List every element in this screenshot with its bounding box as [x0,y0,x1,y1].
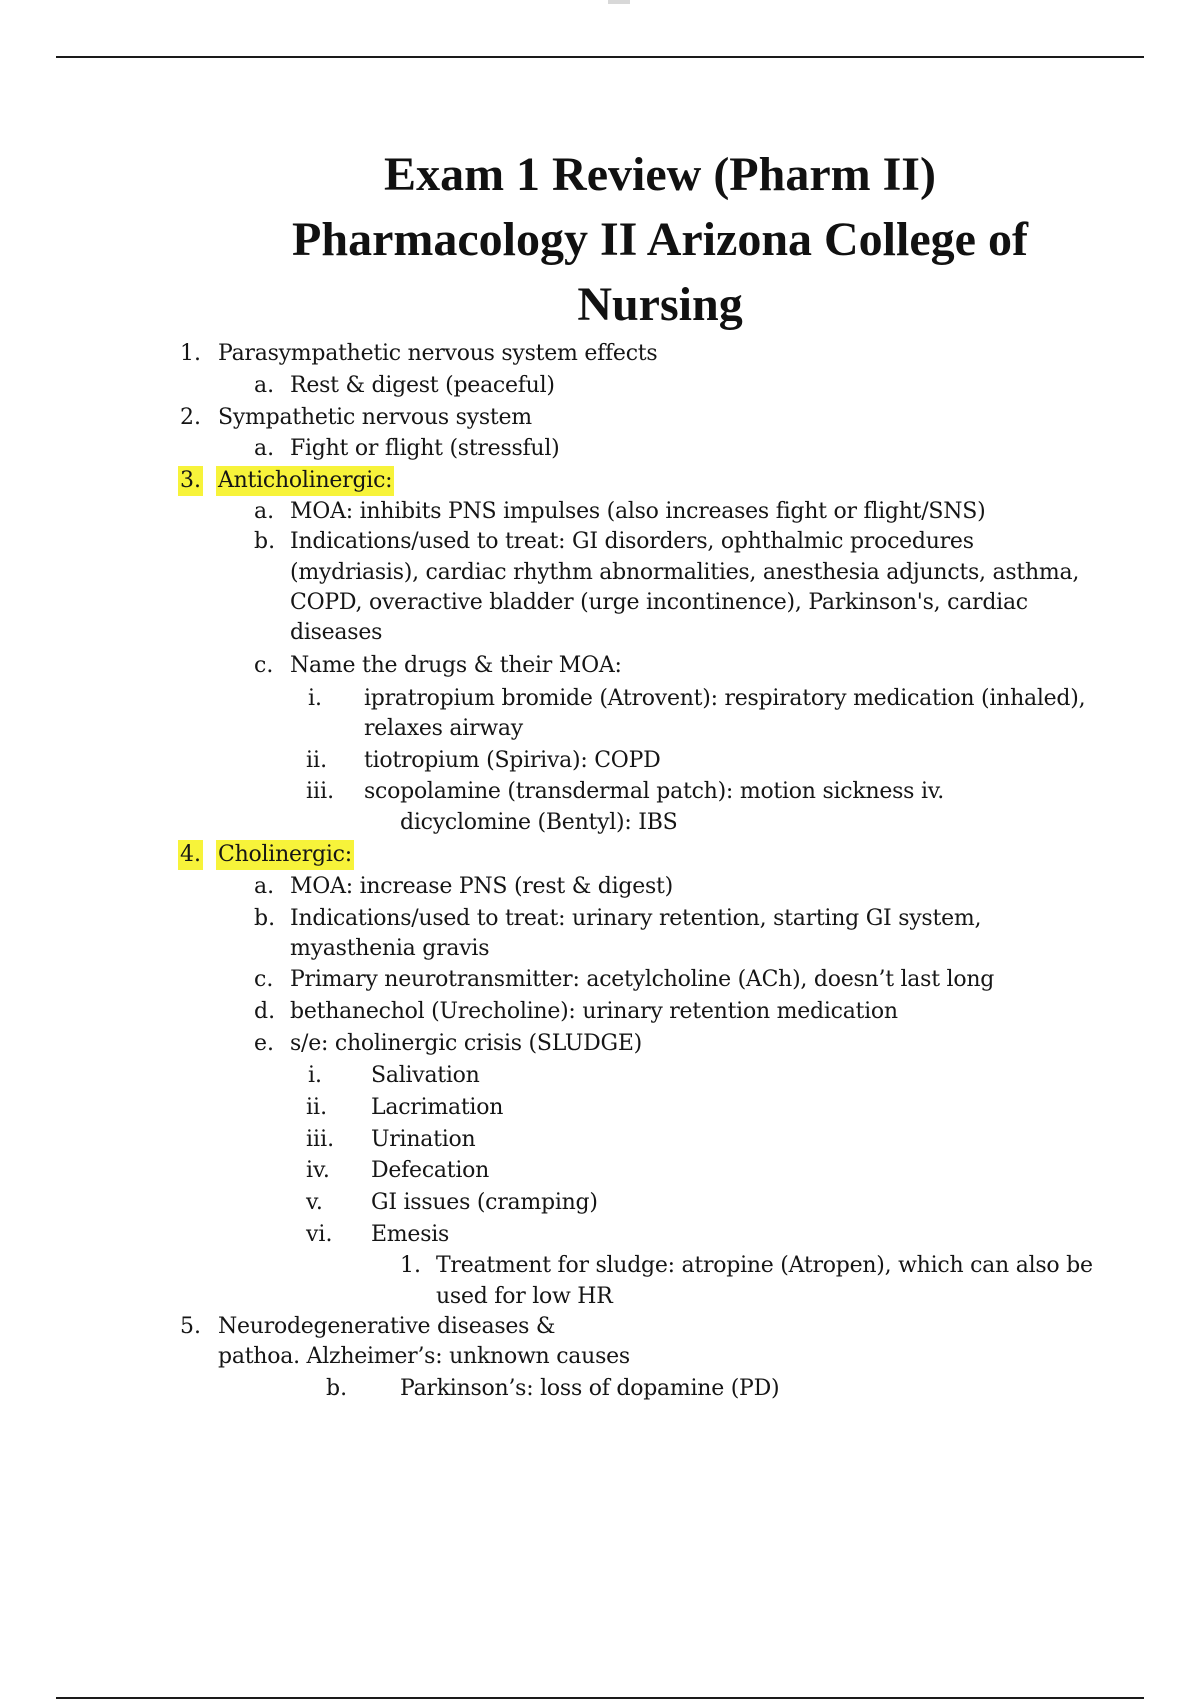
list-roman: vi. [306,1222,333,1247]
list-roman: iv. [306,1158,330,1183]
list-roman: iii. [306,1127,335,1152]
document-title [200,142,1120,337]
list-item: Emesis [371,1222,450,1247]
list-roman: i. [308,1063,323,1088]
list-item: Name the drugs & their MOA: [290,653,622,678]
list-item: Sympathetic nervous system [218,405,532,430]
list-roman: iii. [306,779,335,804]
list-number-highlighted: 4. [178,840,203,870]
list-item: Defecation [371,1158,490,1183]
list-item: Neurodegenerative diseases & [218,1314,556,1339]
list-item: Parkinson’s: loss of dopamine (PD) [400,1376,780,1401]
list-item-continuation: (mydriasis), cardiac rhythm abnormalities, anesthesia adjuncts, asthma, [290,560,1080,585]
list-roman: v. [306,1190,323,1215]
list-number: 1. [400,1253,421,1278]
list-item: Treatment for sludge: atropine (Atropen), which can also be [436,1253,1093,1278]
list-item: MOA: inhibits PNS impulses (also increases fight or flight/SNS) [290,499,986,524]
list-letter: a. [254,436,275,461]
list-number-highlighted: 3. [178,466,203,496]
list-item: Salivation [371,1063,480,1088]
title-line-1: Exam 1 Review (Pharm II) [384,148,936,201]
list-letter: d. [254,999,276,1024]
page-top-marker [608,0,630,4]
list-letter: b. [326,1376,348,1401]
footer-rule [56,1697,1144,1699]
section-heading-anticholinergic: Anticholinergic: [216,466,394,496]
list-number: 1. [180,341,201,366]
list-letter: e. [254,1031,275,1056]
list-item: tiotropium (Spiriva): COPD [364,748,661,773]
list-letter: c. [254,967,274,992]
list-item: s/e: cholinergic crisis (SLUDGE) [290,1031,643,1056]
list-item-continuation: used for low HR [436,1284,613,1309]
list-item: Lacrimation [371,1095,504,1120]
list-item-continuation: dicyclomine (Bentyl): IBS [400,810,678,835]
list-item-continuation: pathoa. Alzheimer’s: unknown causes [218,1344,630,1369]
list-roman: ii. [306,1095,328,1120]
list-item-continuation: myasthenia gravis [290,936,490,961]
list-item: Primary neurotransmitter: acetylcholine (ACh), doesn’t last long [290,967,995,992]
list-item: Indications/used to treat: GI disorders, ophthalmic procedures [290,529,974,554]
list-item: bethanechol (Urecholine): urinary retention medication [290,999,898,1024]
list-letter: a. [254,874,275,899]
list-letter: c. [254,653,274,678]
list-number: 2. [180,405,201,430]
title-line-3: Nursing [577,278,743,331]
list-item: Rest & digest (peaceful) [290,373,555,398]
list-item-continuation: relaxes airway [364,716,523,741]
title-line-2: Pharmacology II Arizona College of [292,213,1028,266]
list-letter: b. [254,529,276,554]
list-item: scopolamine (transdermal patch): motion sickness iv. [364,779,945,804]
list-item: Indications/used to treat: urinary retention, starting GI system, [290,906,982,931]
list-item: GI issues (cramping) [371,1190,598,1215]
list-item-continuation: diseases [290,620,383,645]
list-letter: a. [254,373,275,398]
list-letter: b. [254,906,276,931]
list-roman: i. [308,686,323,711]
list-item: Urination [371,1127,476,1152]
header-rule [56,56,1144,58]
list-item-continuation: COPD, overactive bladder (urge incontinence), Parkinson's, cardiac [290,590,1028,615]
list-item: Fight or flight (stressful) [290,436,560,461]
list-item: ipratropium bromide (Atrovent): respiratory medication (inhaled), [364,686,1086,711]
list-item: MOA: increase PNS (rest & digest) [290,874,673,899]
list-roman: ii. [306,748,328,773]
list-number: 5. [180,1314,201,1339]
list-item: Parasympathetic nervous system effects [218,341,658,366]
section-heading-cholinergic: Cholinergic: [216,840,354,870]
list-letter: a. [254,499,275,524]
